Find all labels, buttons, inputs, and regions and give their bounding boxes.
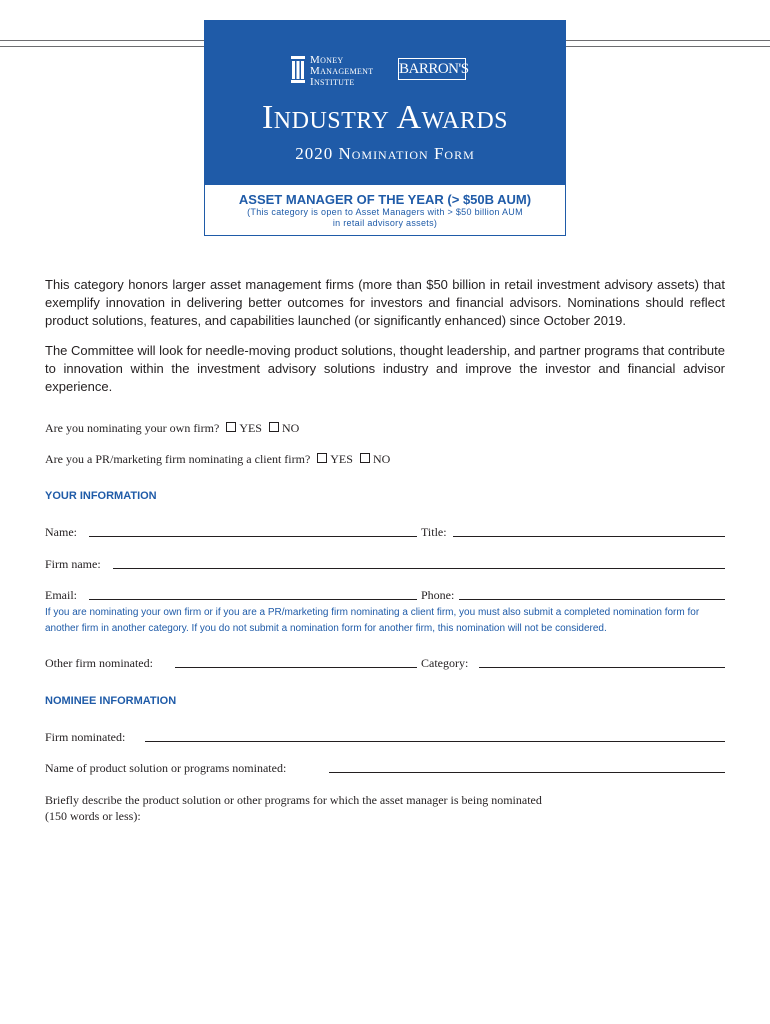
question-text: Are you nominating your own firm? (45, 421, 220, 435)
category-box (204, 185, 566, 236)
category-title: ASSET MANAGER OF THE YEAR (> $50B AUM) (238, 192, 532, 207)
description-prompt-line-1: Briefly describe the product solution or other programs for which the asset manager is being nominated (45, 793, 542, 807)
name-label: Name: (45, 525, 77, 539)
mmi-line-3: Institute (310, 76, 355, 88)
email-label: Email: (45, 588, 77, 602)
firm-nominated-row (45, 729, 725, 745)
firm-name-label: Firm name: (45, 557, 101, 571)
yes-label: YES (239, 421, 262, 435)
firm-name-field[interactable] (113, 568, 725, 569)
other-firm-row (45, 655, 725, 671)
category-label: Category: (421, 656, 469, 670)
question-own-firm (45, 420, 299, 436)
mmi-logo-icon (290, 54, 306, 86)
product-label: Name of product solution or programs nominated: (45, 761, 287, 775)
name-field[interactable] (89, 536, 417, 537)
email-field[interactable] (89, 599, 417, 600)
nomination-requirement-note: If you are nominating your own firm or if you are a PR/marketing firm nominating a client firm, you must also submit a completed nomination form for another firm in another category. If you do not submit a nomination form for another firm, this nomination will not be considered. (45, 607, 700, 634)
mmi-wordmark (310, 55, 373, 88)
page-title: Industry Awards (261, 99, 509, 136)
other-firm-field[interactable] (175, 667, 417, 668)
logo-row (290, 54, 490, 90)
category-field[interactable] (479, 667, 725, 668)
question-text: Are you a PR/marketing firm nominating a client firm? (45, 452, 311, 466)
firm-nominated-label: Firm nominated: (45, 730, 126, 744)
page-subtitle: 2020 Nomination Form (295, 144, 475, 163)
mmi-line-1: Money (310, 54, 344, 66)
awards-header (204, 20, 566, 185)
section-heading-nominee-information: NOMINEE INFORMATION (45, 695, 177, 707)
intro-paragraph-2: The Committee will look for needle-moving product solutions, thought leadership, and partner programs that contribute to innovation within the investment advisory solutions industry and improve the investor and financial advisor experience. (45, 343, 725, 394)
yes-checkbox[interactable] (317, 453, 327, 463)
mmi-line-2: Management (310, 65, 374, 77)
description-prompt-line-2: (150 words or less): (45, 809, 141, 823)
product-field[interactable] (329, 772, 725, 773)
yes-label: YES (330, 452, 353, 466)
name-title-row (45, 524, 725, 540)
title-field[interactable] (453, 536, 725, 537)
barrons-logo: BARRON'S (398, 58, 466, 80)
no-label: NO (372, 452, 391, 466)
other-firm-label: Other firm nominated: (45, 656, 153, 670)
category-note-line-2: in retail advisory assets) (332, 218, 438, 228)
email-phone-row (45, 587, 725, 603)
yes-checkbox[interactable] (226, 422, 236, 432)
no-checkbox[interactable] (269, 422, 279, 432)
question-pr-firm (45, 451, 390, 467)
no-label: NO (281, 421, 300, 435)
title-label: Title: (421, 525, 447, 539)
firm-name-row (45, 556, 725, 572)
category-note-line-1: (This category is open to Asset Managers with > $50 billion AUM (247, 207, 523, 217)
description-prompt (45, 792, 725, 824)
product-row (45, 760, 725, 776)
phone-label: Phone: (421, 588, 455, 602)
firm-nominated-field[interactable] (145, 741, 725, 742)
no-checkbox[interactable] (360, 453, 370, 463)
section-heading-your-information: YOUR INFORMATION (45, 490, 157, 502)
intro-paragraph-1: This category honors larger asset management firms (more than $50 billion in retail investment advisory assets) that exemplify innovation in delivering better outcomes for investors and financial advisors. Nominations should reflect product solutions, features, and capabilities launched (or significantly enhanced) since October 2019. (45, 277, 725, 328)
phone-field[interactable] (459, 599, 725, 600)
